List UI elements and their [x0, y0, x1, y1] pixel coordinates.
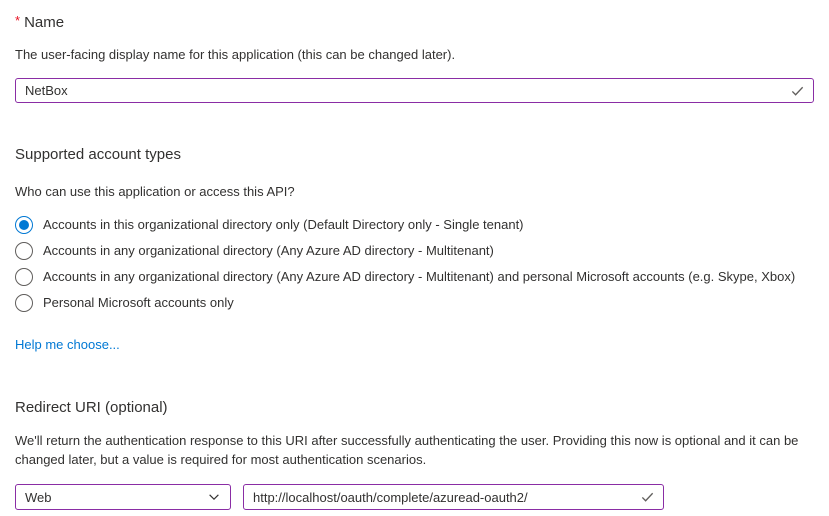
- name-input-container: [15, 78, 814, 103]
- name-title-text: Name: [24, 14, 65, 31]
- radio-option-personal-only[interactable]: [15, 290, 814, 316]
- radio-option-multitenant-personal[interactable]: [15, 264, 814, 290]
- name-description: The user-facing display name for this application (this can be changed later).: [15, 47, 456, 62]
- redirect-uri-section: [15, 398, 814, 510]
- redirect-uri-controls: [15, 484, 814, 510]
- account-type-radio-group: [15, 212, 814, 316]
- redirect-uri-input-container: [243, 484, 664, 510]
- radio-option-label: Accounts in this organizational directory only (Default Directory only - Single tenant): [43, 217, 524, 232]
- radio-option-multitenant[interactable]: [15, 238, 814, 264]
- account-types-title: Supported account types: [15, 146, 181, 163]
- platform-select-value: Web: [25, 489, 52, 505]
- help-me-choose-link[interactable]: Help me choose...: [15, 337, 120, 352]
- radio-option-label: Accounts in any organizational directory (Any Azure AD directory - Multitenant) and personal Microsoft accounts (e.g. Skype, Xbox): [43, 269, 796, 284]
- redirect-uri-title: Redirect URI (optional): [15, 399, 168, 416]
- redirect-uri-input[interactable]: [244, 485, 663, 509]
- radio-selected-icon: [15, 216, 33, 234]
- required-asterisk: *: [15, 13, 21, 28]
- account-types-section: [15, 145, 814, 354]
- account-types-question: Who can use this application or access this API?: [15, 184, 295, 199]
- name-section: [15, 11, 814, 103]
- redirect-uri-description: We'll return the authentication response to this URI after successfully authenticating the user. Providing this now is optional and it can be changed later, but a value is required for most authentication scenarios.: [15, 433, 799, 467]
- radio-unselected-icon: [15, 268, 33, 286]
- radio-option-label: Accounts in any organizational directory (Any Azure AD directory - Multitenant): [43, 243, 494, 258]
- radio-unselected-icon: [15, 242, 33, 260]
- name-input[interactable]: [16, 79, 813, 102]
- platform-select[interactable]: [15, 484, 231, 510]
- chevron-down-icon: [207, 490, 221, 504]
- radio-unselected-icon: [15, 294, 33, 312]
- name-section-title: [15, 11, 814, 33]
- radio-option-single-tenant[interactable]: [15, 212, 814, 238]
- radio-option-label: Personal Microsoft accounts only: [43, 295, 234, 310]
